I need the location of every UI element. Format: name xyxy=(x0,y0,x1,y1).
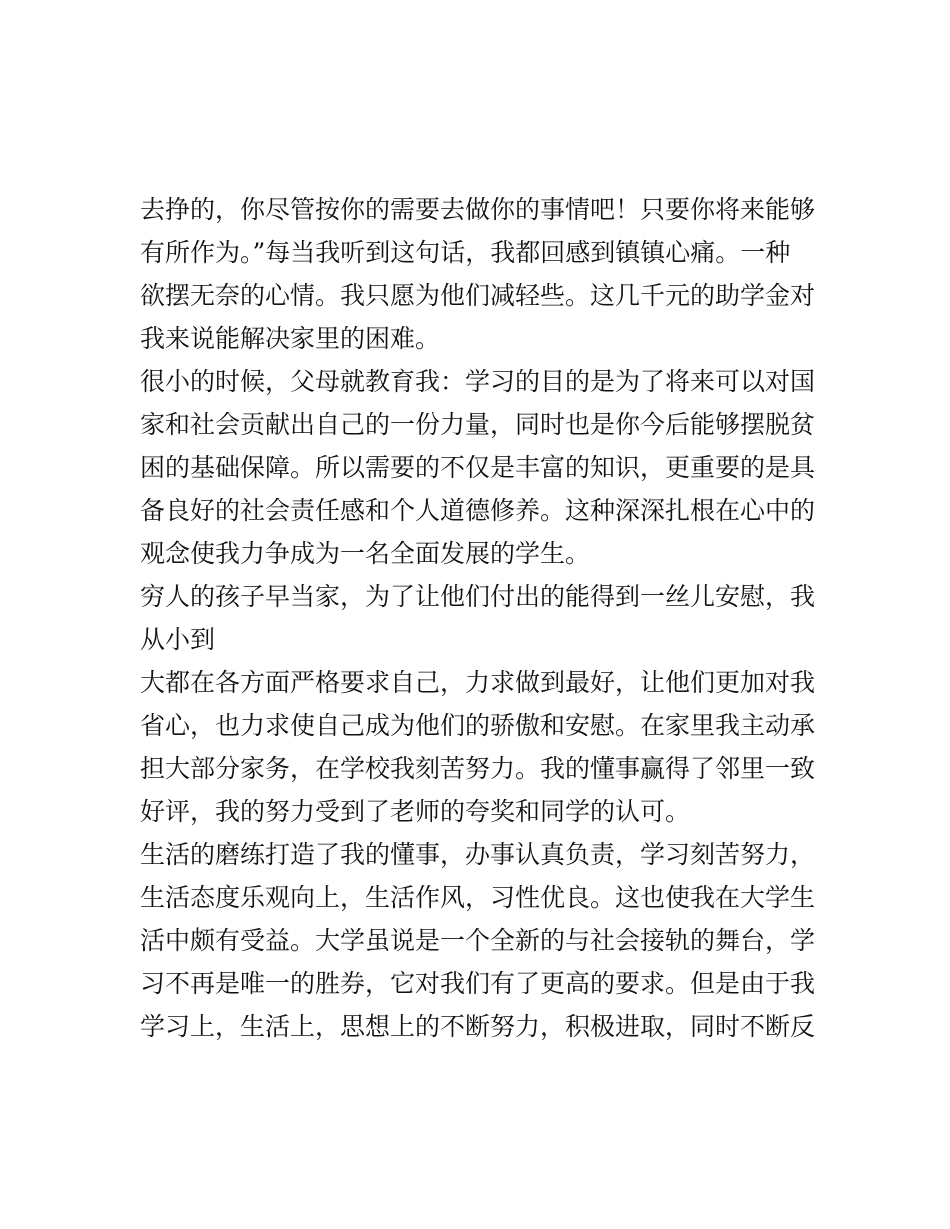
text-line: 很小的时候，父母就教育我：学习的目的是为了将来可以对国 xyxy=(140,367,816,396)
text-line: 大都在各方面严格要求自己，力求做到最好，让他们更加对我 xyxy=(140,668,816,697)
text-line: 学习上，生活上，思想上的不断努力，积极进取，同时不断反 xyxy=(140,1012,816,1041)
text-line: 穷人的孩子早当家，为了让他们付出的能得到一丝儿安慰，我 xyxy=(140,582,816,611)
text-line: 好评，我的努力受到了老师的夸奖和同学的认可。 xyxy=(140,797,691,826)
text-line: 有所作为。”每当我听到这句话，我都回感到镇镇心痛。一种 xyxy=(140,238,791,267)
text-line: 习不再是唯一的胜券，它对我们有了更高的要求。但是由于我 xyxy=(140,969,816,998)
text-line: 去挣的，你尽管按你的需要去做你的事情吧！只要你将来能够 xyxy=(140,195,816,224)
text-line: 活中颇有受益。大学虽说是一个全新的与社会接轨的舞台，学 xyxy=(140,926,816,955)
text-line: 观念使我力争成为一名全面发展的学生。 xyxy=(140,539,591,568)
text-line: 我来说能解决家里的困难。 xyxy=(140,324,441,353)
text-line: 备良好的社会责任感和个人道德修养。这种深深扎根在心中的 xyxy=(140,496,816,525)
text-line: 欲摆无奈的心情。我只愿为他们减轻些。这几千元的助学金对 xyxy=(140,281,816,310)
text-line: 生活态度乐观向上，生活作风，习性优良。这也使我在大学生 xyxy=(140,883,816,912)
text-line: 困的基础保障。所以需要的不仅是丰富的知识，更重要的是具 xyxy=(140,453,816,482)
text-line: 从小到 xyxy=(140,625,216,654)
text-line: 担大部分家务，在学校我刻苦努力。我的懂事赢得了邻里一致 xyxy=(140,754,816,783)
text-line: 省心，也力求使自己成为他们的骄傲和安慰。在家里我主动承 xyxy=(140,711,816,740)
text-line: 家和社会贡献出自己的一份力量，同时也是你今后能够摆脱贫 xyxy=(140,410,816,439)
text-line: 生活的磨练打造了我的懂事，办事认真负责，学习刻苦努力， xyxy=(140,840,816,869)
